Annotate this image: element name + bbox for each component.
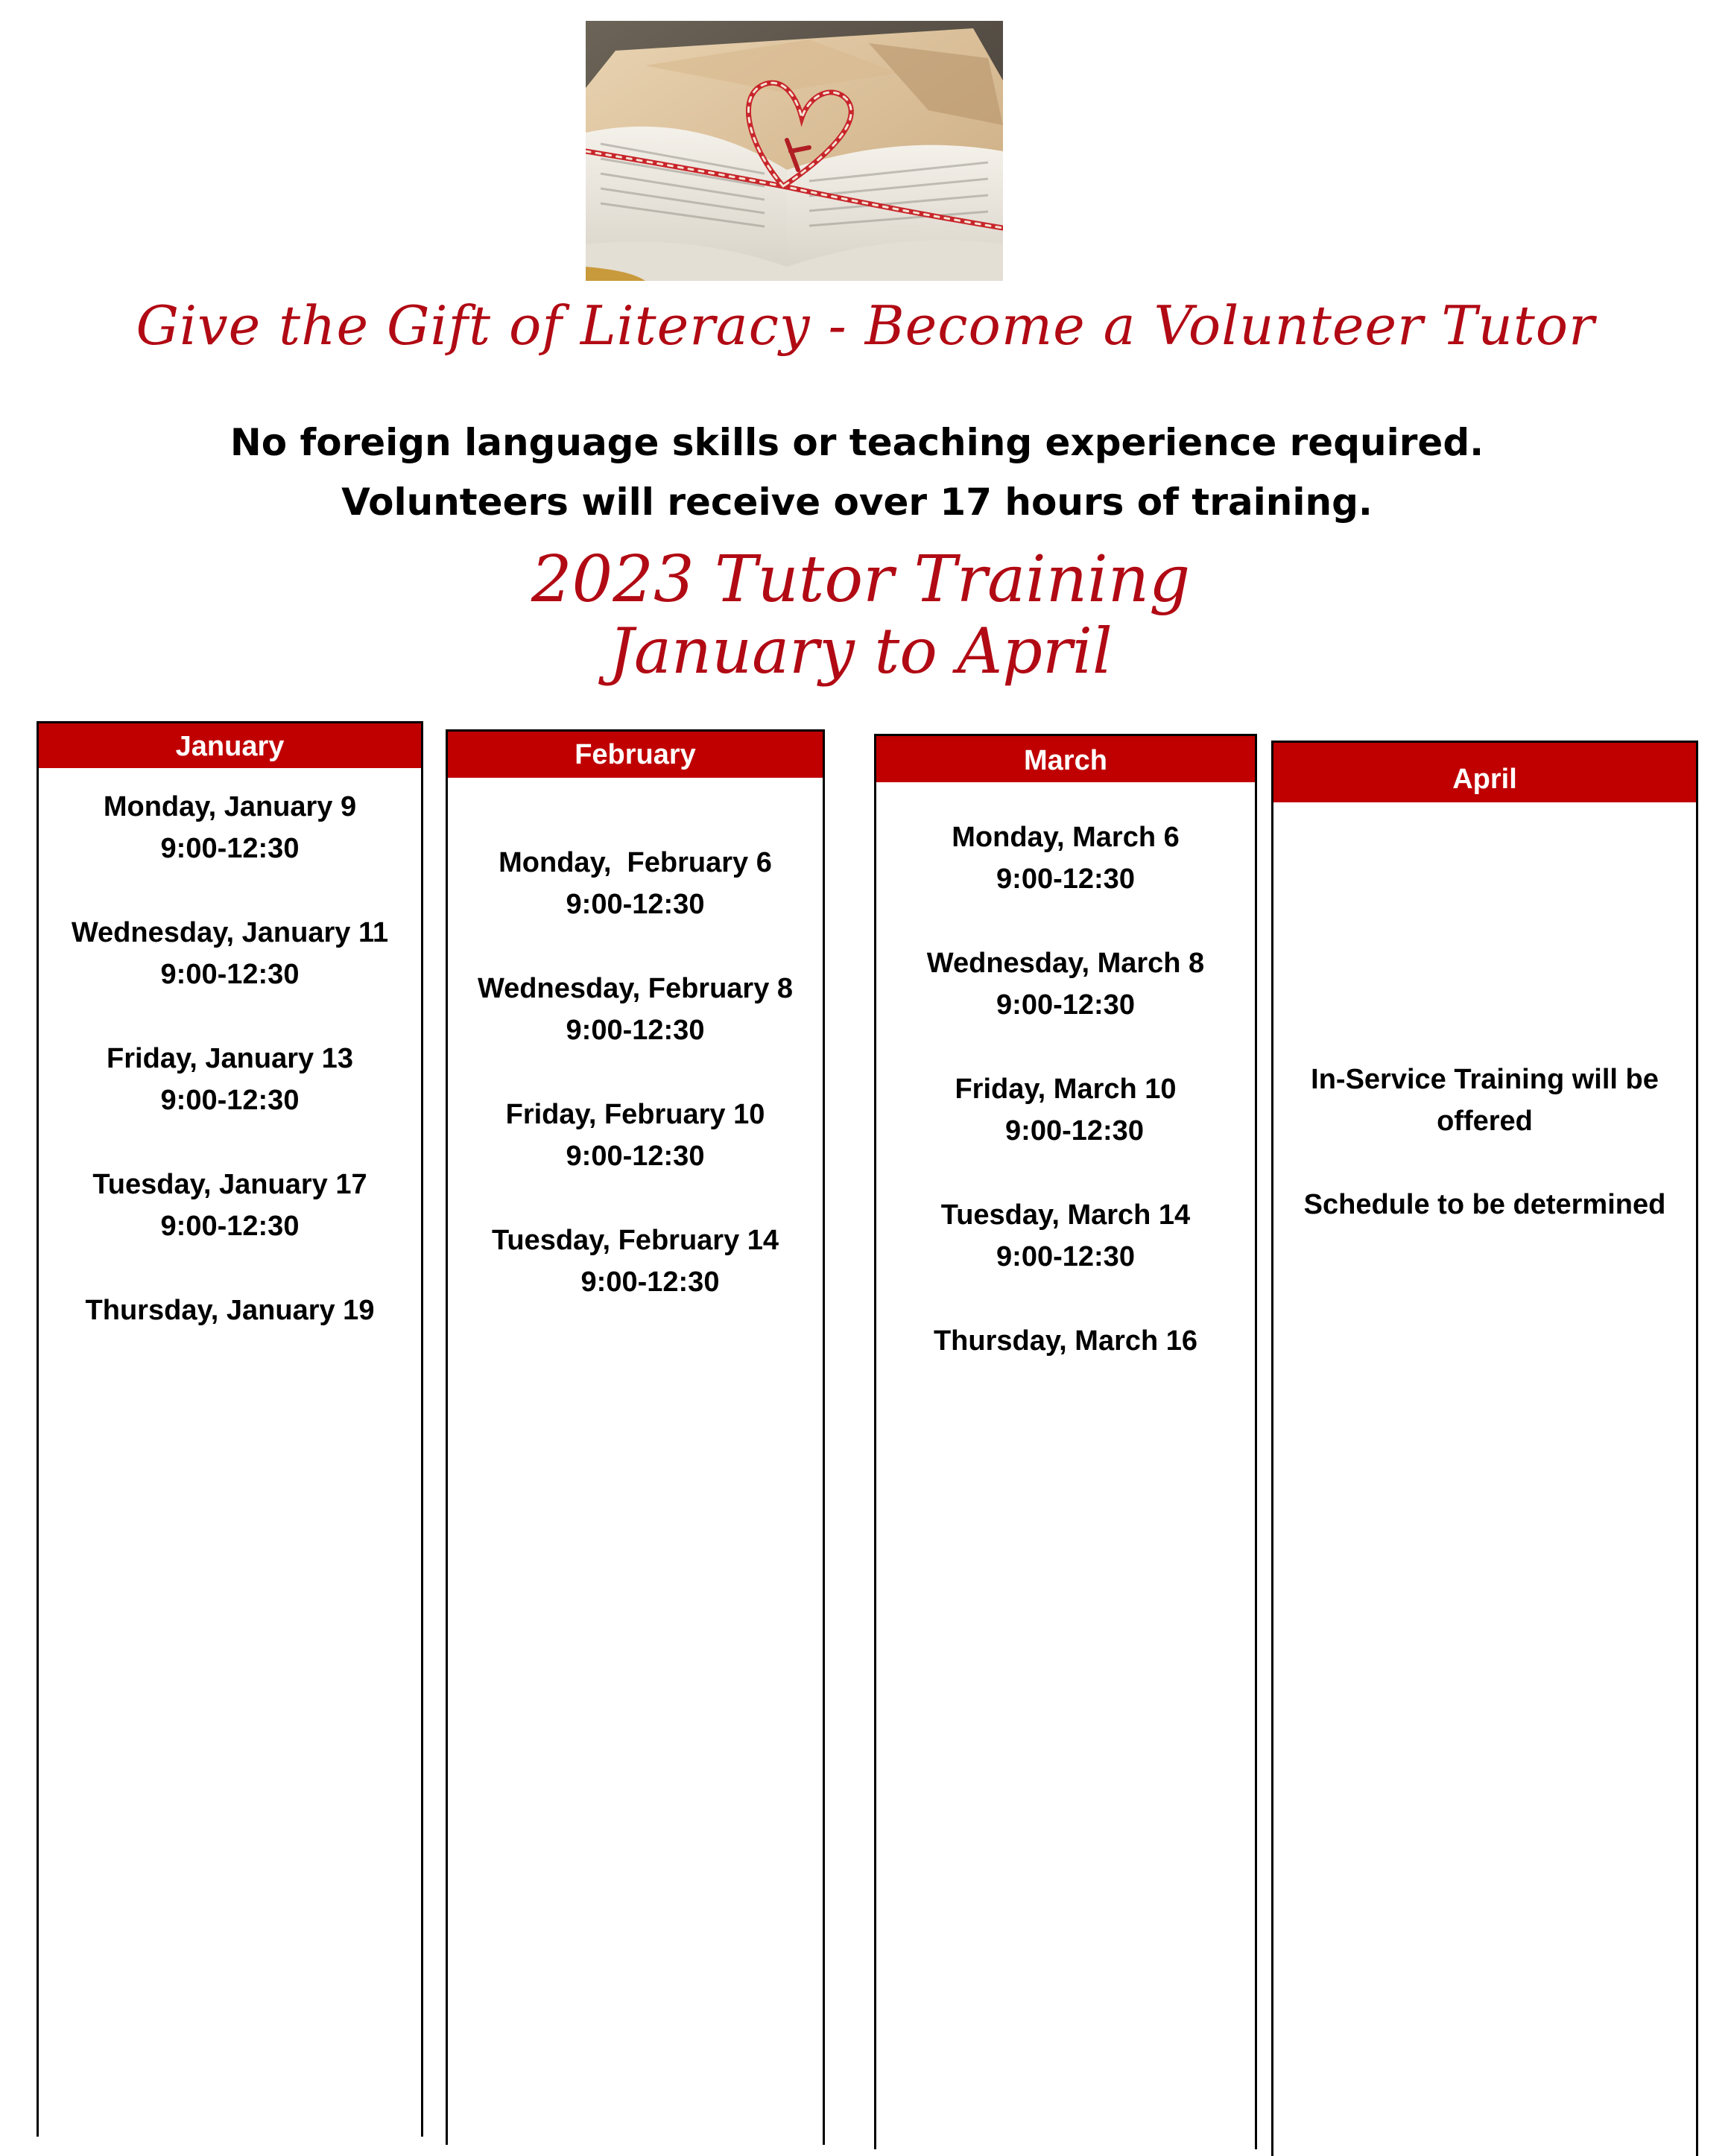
in-service-note: In-Service Training will be offered xyxy=(1311,1064,1659,1137)
session-time: 9:00-12:30 xyxy=(566,1015,705,1046)
session-item xyxy=(39,1164,421,1247)
session-time: 9:00-12:30 xyxy=(160,1211,300,1242)
session-item xyxy=(876,1068,1255,1152)
session-time: 9:00-12:30 xyxy=(160,959,300,990)
session-time: 9:00-12:30 xyxy=(566,889,705,920)
session-day: Wednesday, February 8 xyxy=(477,973,794,1004)
session-item xyxy=(876,817,1255,900)
month-header: April xyxy=(1273,743,1696,802)
intro-line-2: Volunteers will receive over 17 hours of training. xyxy=(341,481,1373,524)
session-item xyxy=(448,968,823,1051)
session-day: Tuesday, March 14 xyxy=(940,1199,1191,1231)
session-day: Monday, January 9 xyxy=(103,791,357,822)
session-item xyxy=(876,942,1255,1026)
session-day: Thursday, March 16 xyxy=(933,1325,1198,1357)
session-item xyxy=(876,1320,1255,1362)
session-day: Wednesday, March 8 xyxy=(926,948,1205,979)
intro-line-1: No foreign language skills or teaching experience required. xyxy=(230,421,1484,464)
session-item xyxy=(876,1194,1255,1278)
month-header: March xyxy=(876,736,1255,782)
schedule-note: Schedule to be determined xyxy=(1303,1189,1666,1220)
session-day: Friday, February 10 xyxy=(505,1099,765,1130)
session-day: Monday, March 6 xyxy=(952,822,1180,853)
month-column-march xyxy=(874,734,1257,2149)
session-list xyxy=(39,786,421,1331)
session-item xyxy=(448,1220,823,1303)
session-day: Tuesday, February 14 xyxy=(491,1225,779,1256)
month-header: January xyxy=(39,723,421,768)
headline: Give the Gift of Literacy - Become a Volunteer Tutor xyxy=(136,294,1595,357)
month-column-april xyxy=(1271,741,1698,2156)
session-day: Monday, February 6 xyxy=(499,847,772,878)
session-item xyxy=(39,786,421,869)
session-item xyxy=(448,842,823,925)
session-list xyxy=(448,842,823,1303)
session-list xyxy=(876,817,1255,1362)
training-title: 2023 Tutor Training xyxy=(531,542,1191,617)
session-time: 9:00-12:30 xyxy=(1005,1115,1144,1147)
session-time: 9:00-12:30 xyxy=(996,863,1135,895)
session-item xyxy=(39,1290,421,1331)
session-day: Friday, March 10 xyxy=(955,1074,1177,1105)
month-column-january xyxy=(37,721,423,2137)
session-item xyxy=(39,1038,421,1121)
session-time: 9:00-12:30 xyxy=(160,1085,300,1116)
session-day: Thursday, January 19 xyxy=(85,1295,375,1326)
session-time: 9:00-12:30 xyxy=(996,989,1135,1021)
session-time: 9:00-12:30 xyxy=(160,833,300,864)
session-time: 9:00-12:30 xyxy=(580,1266,720,1298)
session-time: 9:00-12:30 xyxy=(996,1241,1135,1272)
session-day: Wednesday, January 11 xyxy=(71,917,389,948)
book-with-heart-twine-image xyxy=(586,21,1003,281)
month-column-february xyxy=(446,729,825,2145)
month-header: February xyxy=(448,732,823,778)
training-range: January to April xyxy=(609,615,1113,688)
session-day: Friday, January 13 xyxy=(107,1043,353,1074)
session-time: 9:00-12:30 xyxy=(566,1141,705,1172)
session-item xyxy=(39,912,421,995)
session-item xyxy=(448,1094,823,1177)
header-photo xyxy=(586,21,1003,281)
session-day: Tuesday, January 17 xyxy=(92,1169,367,1200)
